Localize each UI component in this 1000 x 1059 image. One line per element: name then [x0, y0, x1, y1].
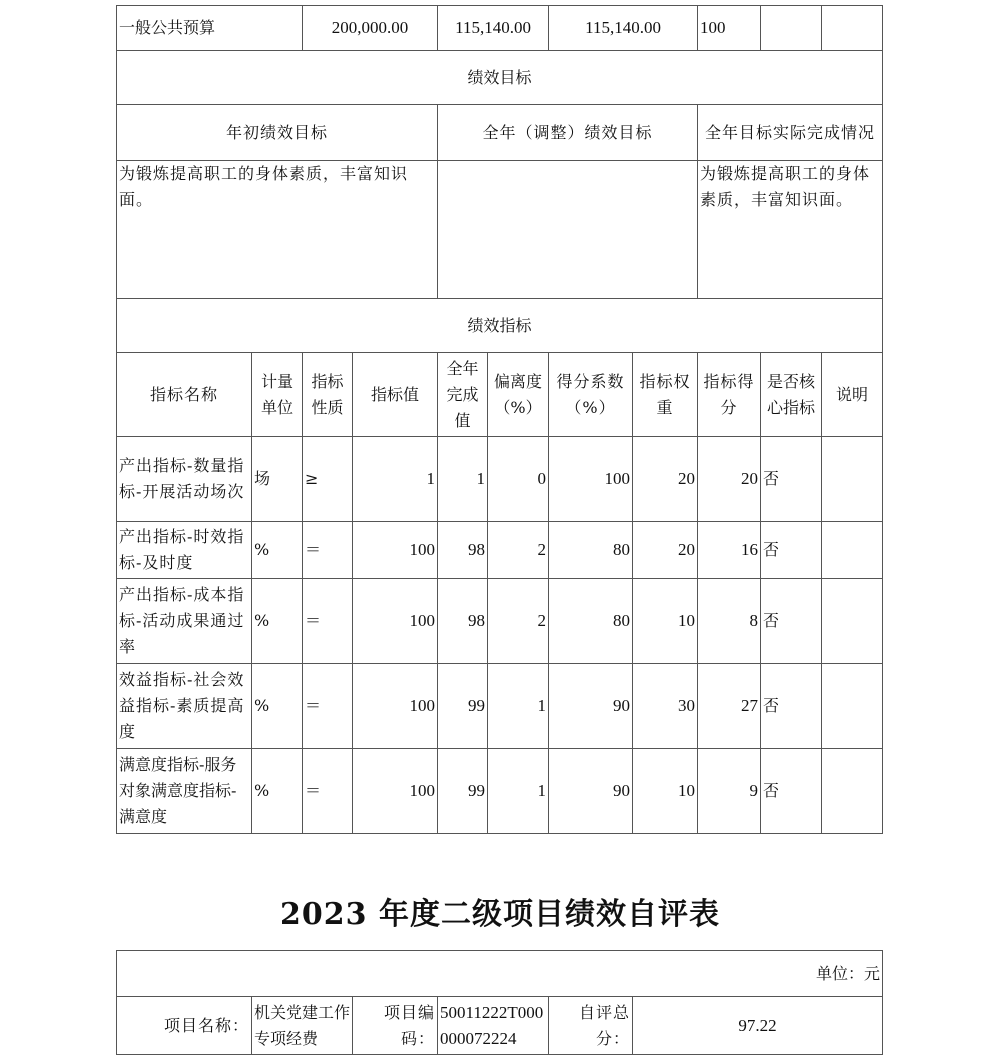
header-score-coefficient: 得分系数（%） — [549, 353, 633, 437]
self-score-value: 97.22 — [633, 997, 883, 1055]
header-actual-value: 全年完成值 — [438, 353, 488, 437]
empty-cell — [761, 6, 822, 51]
executed-value: 115,140.00 — [438, 6, 549, 51]
initial-goal-header: 年初绩效目标 — [117, 105, 438, 161]
indicator-name: 产出指标-时效指标-及时度 — [117, 522, 252, 579]
budget-row — [117, 6, 883, 51]
header-nature: 指标性质 — [303, 353, 353, 437]
indicator-nature: ＝ — [303, 522, 353, 579]
indicator-actual: 99 — [438, 664, 488, 749]
indicator-target: 1 — [353, 437, 438, 522]
table-row — [117, 664, 883, 749]
indicator-nature: ＝ — [303, 579, 353, 664]
indicator-note — [822, 437, 883, 522]
indicator-deviation: 2 — [488, 522, 549, 579]
header-weight: 指标权重 — [633, 353, 698, 437]
indicators-header-row — [117, 353, 883, 437]
indicator-unit: % — [252, 749, 303, 834]
header-target-value: 指标值 — [353, 353, 438, 437]
indicator-target: 100 — [353, 749, 438, 834]
indicator-unit: 场 — [252, 437, 303, 522]
indicator-unit: % — [252, 522, 303, 579]
self-score-label: 自评总分： — [549, 997, 633, 1055]
indicator-target: 100 — [353, 522, 438, 579]
indicator-weight: 20 — [633, 522, 698, 579]
document-title: 2023 年度二级项目绩效自评表 — [280, 897, 720, 932]
project-name-value: 机关党建工作专项经费 — [252, 997, 353, 1055]
adjusted-goal-text — [438, 161, 698, 299]
header-deviation: 偏离度（%） — [488, 353, 549, 437]
execution-rate: 100 — [698, 6, 761, 51]
indicator-unit: % — [252, 664, 303, 749]
indicator-score: 20 — [698, 437, 761, 522]
indicator-coefficient: 90 — [549, 749, 633, 834]
table-row — [117, 437, 883, 522]
header-score: 指标得分 — [698, 353, 761, 437]
unit-label: 单位：元 — [117, 951, 883, 997]
indicator-core: 否 — [761, 749, 822, 834]
indicator-actual: 1 — [438, 437, 488, 522]
indicator-actual: 98 — [438, 579, 488, 664]
table-row — [117, 522, 883, 579]
indicator-score: 16 — [698, 522, 761, 579]
indicator-coefficient: 100 — [549, 437, 633, 522]
header-note: 说明 — [822, 353, 883, 437]
indicator-name: 产出指标-成本指标-活动成果通过率 — [117, 579, 252, 664]
indicator-actual: 98 — [438, 522, 488, 579]
indicator-name: 效益指标-社会效益指标-素质提高度 — [117, 664, 252, 749]
indicator-core: 否 — [761, 579, 822, 664]
indicator-unit: % — [252, 579, 303, 664]
indicator-nature: ≥ — [303, 437, 353, 522]
indicator-score: 27 — [698, 664, 761, 749]
header-indicator-name: 指标名称 — [117, 353, 252, 437]
indicator-target: 100 — [353, 579, 438, 664]
adjusted-goal-header: 全年（调整）绩效目标 — [438, 105, 698, 161]
indicator-note — [822, 749, 883, 834]
indicator-weight: 10 — [633, 579, 698, 664]
indicator-score: 8 — [698, 579, 761, 664]
initial-goal-text: 为锻炼提高职工的身体素质，丰富知识面。 — [117, 161, 438, 299]
indicator-actual: 99 — [438, 749, 488, 834]
indicator-core: 否 — [761, 664, 822, 749]
header-unit: 计量单位 — [252, 353, 303, 437]
indicator-deviation: 2 — [488, 579, 549, 664]
indicator-coefficient: 90 — [549, 664, 633, 749]
indicator-score: 9 — [698, 749, 761, 834]
empty-cell — [822, 6, 883, 51]
indicator-weight: 10 — [633, 749, 698, 834]
indicator-name: 产出指标-数量指标-开展活动场次 — [117, 437, 252, 522]
indicator-core: 否 — [761, 437, 822, 522]
actual-completion-header: 全年目标实际完成情况 — [698, 105, 883, 161]
indicator-target: 100 — [353, 664, 438, 749]
performance-table — [116, 5, 883, 834]
indicator-note — [822, 579, 883, 664]
indicators-section-title: 绩效指标 — [117, 299, 883, 353]
executed-value-2: 115,140.00 — [549, 6, 698, 51]
annual-budget-value: 200,000.00 — [303, 6, 438, 51]
indicator-core: 否 — [761, 522, 822, 579]
self-evaluation-table — [116, 950, 883, 1055]
header-core-indicator: 是否核心指标 — [761, 353, 822, 437]
project-code-value: 50011222T000000072224 — [438, 997, 549, 1055]
indicator-weight: 30 — [633, 664, 698, 749]
actual-completion-text: 为锻炼提高职工的身体素质，丰富知识面。 — [698, 161, 883, 299]
indicator-note — [822, 664, 883, 749]
table-row — [117, 579, 883, 664]
indicator-deviation: 1 — [488, 664, 549, 749]
table-row — [117, 749, 883, 834]
budget-source-label: 一般公共预算 — [117, 6, 303, 51]
indicator-nature: ＝ — [303, 664, 353, 749]
indicator-coefficient: 80 — [549, 579, 633, 664]
indicator-deviation: 0 — [488, 437, 549, 522]
project-code-label: 项目编码： — [353, 997, 438, 1055]
goals-section-title: 绩效目标 — [117, 51, 883, 105]
indicator-weight: 20 — [633, 437, 698, 522]
indicator-deviation: 1 — [488, 749, 549, 834]
indicator-coefficient: 80 — [549, 522, 633, 579]
indicator-nature: ＝ — [303, 749, 353, 834]
indicator-name: 满意度指标-服务对象满意度指标-满意度 — [117, 749, 252, 834]
indicator-note — [822, 522, 883, 579]
project-name-label: 项目名称： — [117, 997, 252, 1055]
